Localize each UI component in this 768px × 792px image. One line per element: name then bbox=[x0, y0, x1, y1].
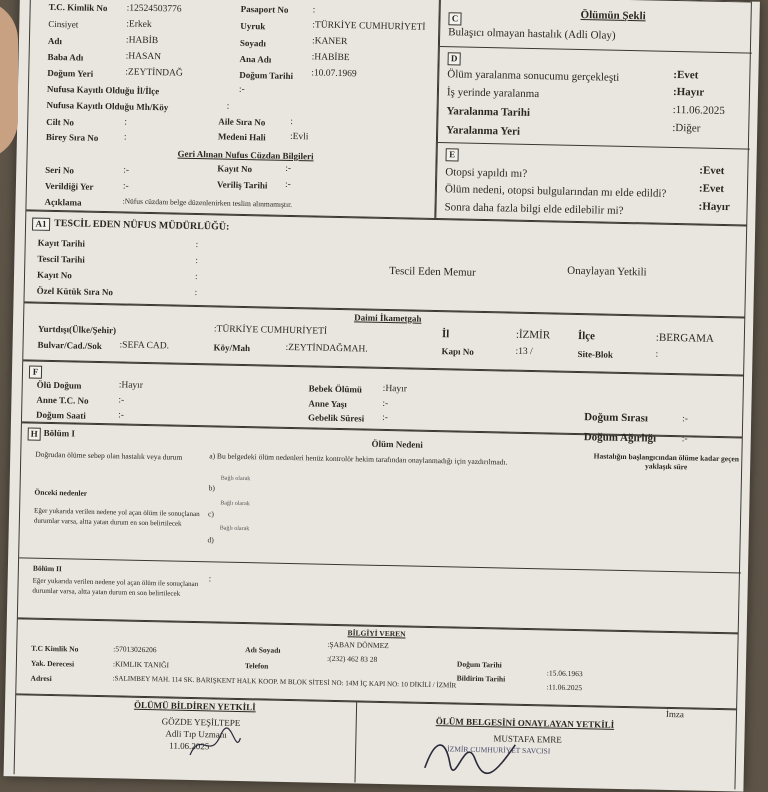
aciklama-value: :Nüfus cüzdanı belge düzenlenirken teslim alınmamıştır. bbox=[122, 196, 293, 209]
bagli-olarak-b: Bağlı olarak bbox=[220, 500, 250, 508]
imza-label: İmza bbox=[665, 708, 685, 720]
soyadi-label: Soyadı bbox=[239, 37, 267, 49]
seri-value: :- bbox=[123, 165, 130, 176]
section-e-badge: E bbox=[446, 148, 459, 161]
sonra-answer: :Hayır bbox=[698, 200, 730, 214]
isyeri-question: İş yerinde yaralanma bbox=[446, 86, 540, 101]
yurtdisi-label: Yurtdışı(Ülke/Şehir) bbox=[37, 323, 117, 336]
uyruk-label: Uyruk bbox=[240, 20, 266, 32]
isyeri-answer: :Hayır bbox=[672, 85, 705, 99]
koy-label: Köy/Mah bbox=[213, 342, 251, 354]
ilce-value: :BERGAMA bbox=[655, 331, 715, 345]
bildiren-title: ÖLÜMÜ BİLDİREN YETKİLİ bbox=[133, 699, 256, 713]
bildirim-label: Bildirim Tarihi bbox=[456, 673, 506, 684]
dogum-saati-value: :- bbox=[118, 410, 125, 421]
adi-label: Adı bbox=[47, 35, 63, 47]
olum-nedeni-title: Ölüm Nedeni bbox=[371, 438, 423, 450]
pasaport-label: Pasaport No bbox=[240, 3, 289, 15]
tescil-tarihi-colon: : bbox=[195, 254, 199, 266]
telefon-value: :(232) 462 83 28 bbox=[326, 653, 378, 664]
nufus-mh-label: Nufusa Kayıtlı Olduğu Mh/Köy bbox=[46, 99, 169, 113]
nufus-il-value: :- bbox=[238, 84, 245, 95]
yak-value: :KIMLIK TANIĞI bbox=[112, 659, 170, 670]
footer-section bbox=[14, 694, 738, 789]
cilt-label: Cilt No bbox=[46, 116, 75, 128]
dogum-yeri-label: Doğum Yeri bbox=[47, 67, 94, 79]
seri-label: Seri No bbox=[45, 164, 75, 176]
cause-a-text: a) Bu belgedeki ölüm nedenleri henüz kontrolör hekim tarafından onaylanmadığı için yazdırılmadı. bbox=[209, 451, 508, 467]
medeni-value: :Evli bbox=[289, 131, 309, 143]
bagli-olarak-c: Bağlı olarak bbox=[219, 525, 250, 533]
pasaport-value: : bbox=[312, 5, 316, 16]
stamp-text: İZMİR CUMHURİYET SAVCISI bbox=[447, 744, 551, 756]
yurtdisi-value: :TÜRKİYE CUMHURİYETİ bbox=[213, 324, 328, 337]
bebek-label: Bebek Ölümü bbox=[308, 383, 363, 395]
adi-value: :HABİB bbox=[125, 35, 159, 47]
person-section bbox=[25, 0, 440, 219]
bildirim-value: :11.06.2025 bbox=[546, 682, 583, 693]
ana-value: :HABİBE bbox=[311, 52, 350, 64]
il-label: İl bbox=[441, 328, 450, 341]
cuzdan-title: Geri Alınan Nufus Cüzdan Bilgileri bbox=[177, 148, 314, 162]
baba-label: Baba Adı bbox=[47, 51, 84, 63]
bolum2-label: Bölüm II bbox=[32, 563, 62, 574]
kayit-value: :- bbox=[285, 163, 292, 174]
birey-label: Birey Sıra No bbox=[45, 131, 99, 143]
section-h-badge: H bbox=[28, 428, 41, 441]
anne-yas-value: :- bbox=[382, 398, 389, 410]
tescil-memur: Tescil Eden Memur bbox=[389, 265, 476, 279]
section-h bbox=[17, 422, 743, 633]
thumb-holding-paper bbox=[0, 0, 18, 160]
kapi-label: Kapı No bbox=[441, 346, 474, 357]
section-f-badge: F bbox=[29, 366, 42, 379]
cinsiyet-value: :Erkek bbox=[126, 19, 152, 31]
dogum-agirligi-value: :- bbox=[681, 434, 688, 445]
kapi-value: :13 / bbox=[515, 346, 533, 358]
nufus-mh-value: : bbox=[226, 101, 230, 112]
ad-soyadi-label: Adı Soyadı bbox=[245, 645, 281, 655]
koy-value: :ZEYTİNDAĞMAH. bbox=[285, 342, 368, 355]
aciklama-label: Açıklama bbox=[44, 196, 82, 208]
bilgi-tc-label: T.C Kimlik No bbox=[31, 643, 79, 654]
bagli-olarak-a: Bağlı olarak bbox=[220, 475, 251, 483]
birey-value: : bbox=[123, 132, 127, 143]
site-label: Site-Blok bbox=[577, 349, 614, 360]
bildiren-name: GÖZDE YEŞİLTEPE bbox=[161, 716, 241, 729]
death-certificate-document bbox=[4, 0, 760, 792]
olum-section bbox=[435, 0, 752, 226]
anne-yas-label: Anne Yaşı bbox=[308, 398, 347, 410]
signature-icon bbox=[415, 728, 536, 781]
bilgi-dogum-value: :15.06.1963 bbox=[546, 668, 583, 679]
ozel-kutuk-label: Özel Kütük Sıra No bbox=[36, 285, 114, 298]
section-c-badge: C bbox=[448, 12, 461, 25]
aile-value: : bbox=[290, 116, 294, 127]
olu-dogum-label: Ölü Doğum bbox=[36, 379, 82, 391]
dogum-sirasi-value: :- bbox=[682, 414, 689, 425]
kayit-tarihi-colon: : bbox=[195, 238, 199, 250]
gebelik-value: :- bbox=[382, 412, 389, 424]
dogum-yeri-value: :ZEYTİNDAĞ bbox=[125, 67, 183, 79]
cause-d: d) bbox=[207, 535, 214, 545]
dogum-agirligi-label: Doğum Ağırlığı bbox=[583, 431, 657, 445]
gebelik-label: Gebelik Süresi bbox=[308, 412, 365, 424]
bilgi-title: BİLGİYİ VEREN bbox=[347, 628, 406, 639]
ilce-label: İlçe bbox=[577, 330, 596, 343]
bolum2-colon: : bbox=[208, 573, 212, 584]
ana-label: Ana Adı bbox=[239, 53, 272, 65]
section-d-badge: D bbox=[448, 52, 461, 65]
otopsi2-answer: :Evet bbox=[698, 182, 725, 196]
cause-b: b) bbox=[208, 483, 215, 493]
dogum-tarihi-value: :10.07.1969 bbox=[311, 68, 357, 80]
bulvar-label: Bulvar/Cad./Sok bbox=[37, 339, 102, 352]
verilis-value: :- bbox=[284, 179, 291, 190]
bulvar-value: :SEFA CAD. bbox=[119, 340, 170, 352]
olu-dogum-value: :Hayır bbox=[118, 380, 144, 391]
tc-label: T.C. Kimlik No bbox=[48, 1, 108, 14]
adres-label: Adresi bbox=[30, 673, 52, 684]
cause-c: c) bbox=[207, 509, 214, 519]
onceki-nedenler-label: Önceki nedenler bbox=[34, 487, 88, 498]
dogrudan-text: Doğrudan ölüme sebep olan hastalık veya durum bbox=[35, 449, 183, 462]
kayit-no-label: Kayıt No bbox=[36, 269, 72, 281]
divider-line bbox=[354, 702, 357, 782]
onceki-text: Eğer yukarıda verilen nedene yol açan ölüm ile sonuçlanan durumlar varsa, altta yatan durum en son belirtilecek bbox=[33, 506, 200, 528]
bilgi-dogum-label: Doğum Tarihi bbox=[456, 659, 502, 670]
onay-title: ÖLÜM BELGESİNİ ONAYLAYAN YETKİLİ bbox=[435, 716, 615, 730]
verildigi-value: :- bbox=[122, 181, 129, 192]
ikamet-title: Daimi İkametgah bbox=[354, 312, 422, 324]
yaralanma-question: Ölüm yaralanma sonucumu gerçekleşti bbox=[447, 68, 620, 84]
onaylayan-yetkili: Onaylayan Yetkili bbox=[567, 264, 647, 279]
tescil-title: TESCİL EDEN NÜFUS MÜDÜRLÜĞÜ: bbox=[54, 218, 230, 233]
dogum-tarihi-label: Doğum Tarihi bbox=[239, 69, 294, 81]
adres-value: :SALIMBEY MAH. 114 SK. BARIŞKENT HALK KOOP. M BLOK SİTESİ NO: 14M İÇ KAPI NO: 10 DİKİLİ / İZMİR bbox=[112, 674, 457, 690]
onay-name: MUSTAFA EMRE bbox=[493, 733, 562, 745]
cilt-value: : bbox=[124, 117, 127, 128]
yaralanma-answer: :Evet bbox=[673, 68, 699, 82]
ad-soyadi-value: :ŞABAN DÖNMEZ bbox=[327, 639, 389, 651]
uyruk-value: :TÜRKİYE CUMHURİYETİ bbox=[312, 20, 426, 33]
divider-line bbox=[19, 557, 741, 573]
otopsi-answer: :Evet bbox=[699, 164, 725, 178]
sonra-question: Sonra daha fazla bilgi elde edilebilir mi? bbox=[444, 201, 624, 217]
ozel-kutuk-colon: : bbox=[194, 286, 198, 298]
dogum-saati-label: Doğum Saati bbox=[36, 409, 86, 421]
cinsiyet-label: Cinsiyet bbox=[48, 18, 79, 30]
yar-tarih-label: Yaralanma Tarihi bbox=[446, 105, 531, 119]
hastalik-sure-note: Hastalığın başlangıcından ölüme kadar geçen yaklaşık süre bbox=[593, 451, 740, 472]
bebek-value: :Hayır bbox=[382, 383, 408, 395]
medeni-label: Medeni Hali bbox=[217, 131, 266, 143]
divider-line bbox=[440, 46, 752, 54]
il-value: :İZMİR bbox=[515, 328, 551, 342]
bolum2-text: Eğer yukarıda verilen nedene yol açan ölüm ile sonuçlanan durumlar varsa, altta yatan durum en son belirtilecek bbox=[32, 576, 199, 598]
otopsi2-question: Ölüm nedeni, otopsi bulgularından mı elde edildi? bbox=[444, 183, 667, 200]
section-a1-badge: A1 bbox=[32, 218, 50, 231]
kayit-no-colon: : bbox=[194, 270, 198, 282]
baba-value: :HASAN bbox=[125, 51, 162, 63]
bilgi-tc-value: :57013026206 bbox=[113, 644, 157, 655]
tescil-section bbox=[23, 210, 747, 317]
verilis-label: Veriliş Tarihi bbox=[216, 179, 268, 191]
bildiren-date: 11.06.2025 bbox=[169, 740, 210, 752]
anne-tc-label: Anne T.C. No bbox=[36, 394, 89, 406]
soyadi-value: :KANER bbox=[311, 36, 348, 48]
bildiren-role: Adli Tıp Uzmanı bbox=[165, 728, 227, 740]
site-value: : bbox=[655, 349, 659, 360]
aile-label: Aile Sıra No bbox=[218, 116, 266, 128]
divider-line bbox=[438, 142, 750, 150]
otopsi-question: Otopsi yapıldı mı? bbox=[445, 166, 528, 180]
yak-label: Yak. Derecesi bbox=[30, 658, 75, 669]
telefon-label: Telefon bbox=[244, 661, 269, 671]
olum-sekli-value: Bulaşıcı olmayan hastalık (Adli Olay) bbox=[448, 26, 616, 42]
anne-tc-value: :- bbox=[118, 395, 125, 406]
kayit-label: Kayıt No bbox=[217, 163, 253, 175]
yar-tarih-value: :11.06.2025 bbox=[672, 103, 725, 118]
dogum-sirasi-label: Doğum Sırası bbox=[584, 411, 649, 425]
tescil-tarihi-label: Tescil Tarihi bbox=[37, 253, 85, 265]
bolum1-label: Bölüm I bbox=[43, 427, 76, 439]
olum-sekli-title: Ölümün Şekli bbox=[580, 8, 646, 23]
signature-small-icon bbox=[185, 725, 246, 766]
nufus-il-label: Nufusa Kayıtlı Olduğu İl/İlçe bbox=[46, 83, 160, 97]
yar-yeri-label: Yaralanma Yeri bbox=[446, 124, 521, 138]
verildigi-label: Verildiği Yer bbox=[44, 180, 94, 192]
kayit-tarihi-label: Kayıt Tarihi bbox=[37, 237, 86, 249]
tc-value: :12524503776 bbox=[126, 3, 182, 15]
yar-yeri-value: :Diğer bbox=[672, 121, 701, 135]
